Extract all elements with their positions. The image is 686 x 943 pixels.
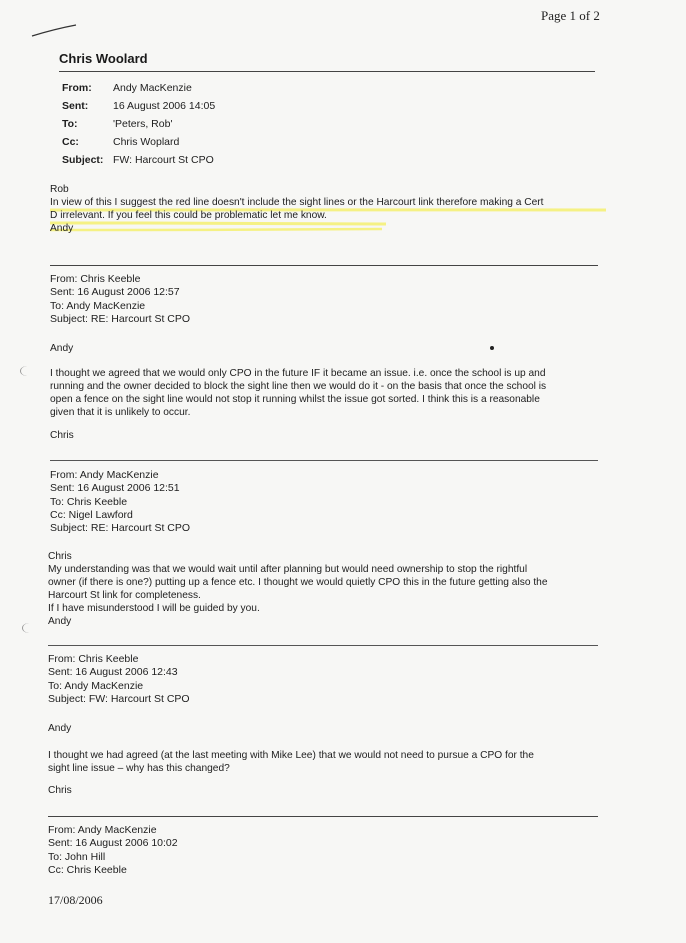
sent-value: 16 August 2006 14:05	[113, 100, 216, 112]
from-label: From:	[62, 82, 92, 94]
header-to-row	[62, 115, 215, 133]
body-line: sight line issue – why has this changed?	[48, 763, 230, 774]
email-3-cc: Cc: Nigel Lawford	[50, 508, 133, 521]
body-line: Harcourt St link for completeness.	[48, 590, 201, 601]
body-line: open a fence on the sight line would not stop it running whilst the issue got sorted. I think this is a reasonable	[50, 394, 540, 405]
body-line: given that it is unlikely to occur.	[50, 407, 191, 418]
email-2-sent: Sent: 16 August 2006 12:57	[50, 286, 180, 299]
email-2-meta	[50, 273, 190, 326]
email-2-greeting: Andy	[50, 343, 74, 354]
email-5-from: From: Andy MacKenzie	[48, 824, 157, 836]
email-3-from: From: Andy MacKenzie	[50, 469, 159, 481]
punch-hole-mark	[22, 623, 36, 633]
email-3-sent: Sent: 16 August 2006 12:51	[50, 482, 180, 495]
email-4-subject: Subject: FW: Harcourt St CPO	[48, 692, 190, 705]
email-4-to: To: Andy MacKenzie	[48, 679, 144, 692]
subject-value: FW: Harcourt St CPO	[113, 154, 214, 166]
header-sent-row	[62, 97, 215, 115]
separator-rule	[48, 645, 598, 646]
email-2-body	[50, 367, 546, 419]
email-4-greeting: Andy	[48, 723, 72, 734]
email-5-to: To: John Hill	[48, 850, 106, 863]
page-number: Page 1 of 2	[541, 8, 600, 23]
to-label: To:	[62, 118, 78, 130]
body-line: Andy	[50, 223, 74, 234]
print-date: 17/08/2006	[48, 893, 103, 907]
email-4-from: From: Chris Keeble	[48, 653, 139, 665]
sent-label: Sent:	[62, 100, 89, 112]
punch-hole-mark	[20, 366, 34, 376]
cc-label: Cc:	[62, 136, 79, 148]
body-line: owner (if there is one?) putting up a fence etc. I thought we would quietly CPO this in the future getting also the	[48, 577, 548, 588]
email-3-to: To: Chris Keeble	[50, 495, 128, 508]
body-line: Chris	[48, 551, 72, 562]
body-line: My understanding was that we would wait until after planning but would need ownership to stop the rightful	[48, 564, 528, 575]
to-value: 'Peters, Rob'	[113, 118, 173, 130]
body-line: I thought we agreed that we would only CPO in the future IF it became an issue. i.e. once the school is up and	[50, 368, 546, 379]
header-rule	[59, 71, 595, 72]
top-email-body	[50, 183, 543, 235]
body-line: If I have misunderstood I will be guided by you.	[48, 603, 260, 614]
recipient-name: Chris Woolard	[59, 51, 148, 66]
ink-dot	[489, 345, 495, 351]
email-3-subject: Subject: RE: Harcourt St CPO	[50, 522, 191, 535]
email-5-cc: Cc: Chris Keeble	[48, 863, 127, 876]
email-3-body	[48, 550, 547, 628]
email-4-sent: Sent: 16 August 2006 12:43	[48, 666, 178, 679]
header-from-row	[62, 79, 215, 97]
email-4-meta	[48, 653, 190, 706]
email-4-body	[48, 749, 534, 775]
header-subject-row	[62, 151, 215, 169]
email-5-sent: Sent: 16 August 2006 10:02	[48, 837, 178, 850]
cc-value: Chris Woplard	[113, 136, 180, 148]
separator-rule	[48, 816, 598, 817]
email-3-meta	[50, 469, 190, 535]
header-cc-row	[62, 133, 215, 151]
body-line: I thought we had agreed (at the last meeting with Mike Lee) that we would not need to pursue a CPO for the	[48, 750, 534, 761]
top-email-header	[62, 79, 215, 169]
separator-rule	[50, 460, 598, 461]
body-line: running and the owner decided to block the sight line then we would do it - on the basis that once the school is	[50, 381, 547, 392]
email-2-from: From: Chris Keeble	[50, 273, 141, 285]
body-line: Rob	[50, 184, 69, 195]
pen-stroke-mark	[30, 22, 80, 42]
email-5-meta	[48, 824, 178, 877]
subject-label: Subject:	[62, 154, 104, 166]
separator-rule	[50, 265, 598, 266]
email-2-to: To: Andy MacKenzie	[50, 299, 146, 312]
body-line: In view of this I suggest the red line doesn't include the sight lines or the Harcourt link therefore making a Cert	[50, 197, 544, 208]
from-value: Andy MacKenzie	[113, 82, 192, 94]
body-line: D irrelevant. If you feel this could be problematic let me know.	[50, 210, 327, 221]
body-line: Andy	[48, 616, 72, 627]
email-2-signoff: Chris	[50, 430, 74, 441]
email-2-subject: Subject: RE: Harcourt St CPO	[50, 312, 191, 325]
email-4-signoff: Chris	[48, 785, 72, 796]
